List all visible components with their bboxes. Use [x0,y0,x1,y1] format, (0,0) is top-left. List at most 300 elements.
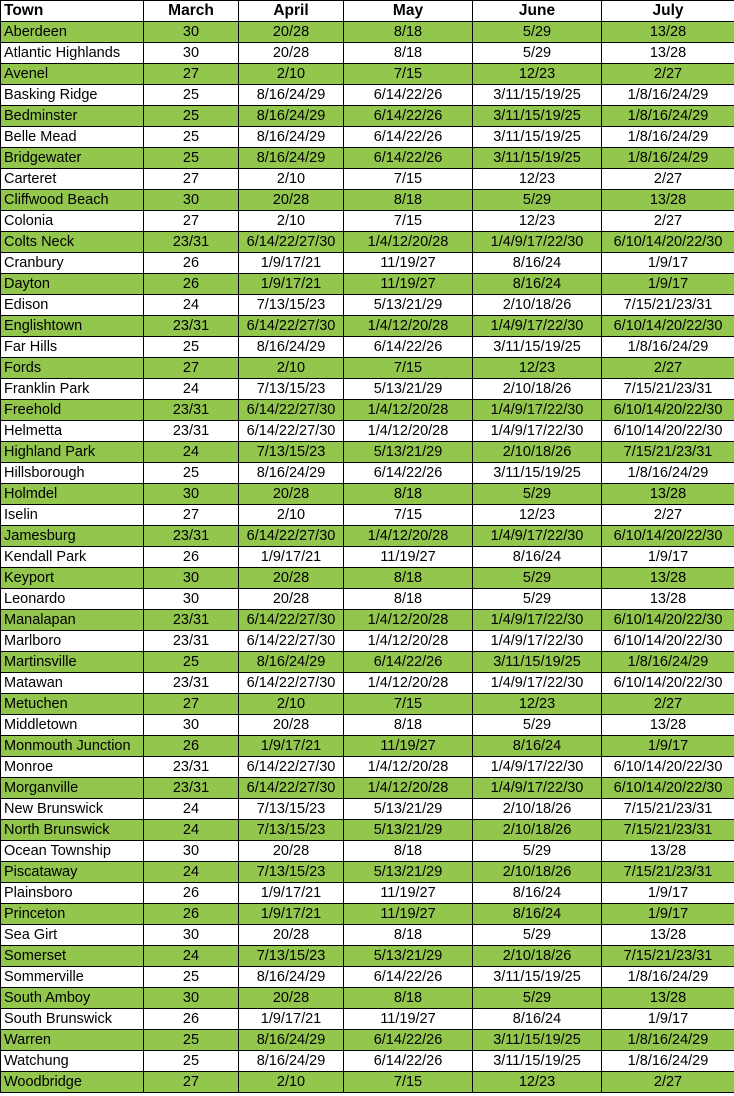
may-cell: 6/14/22/26 [344,337,473,358]
may-cell: 8/18 [344,190,473,211]
may-cell: 1/4/12/20/28 [344,316,473,337]
march-cell: 26 [144,904,239,925]
town-cell: Iselin [1,505,144,526]
june-cell: 1/4/9/17/22/30 [473,316,602,337]
town-cell: Fords [1,358,144,379]
town-cell: Woodbridge [1,1072,144,1093]
july-cell: 7/15/21/23/31 [602,295,734,316]
table-row [1,358,734,379]
april-cell: 2/10 [239,64,344,85]
may-cell: 7/15 [344,694,473,715]
table-row [1,862,734,883]
table-row [1,1072,734,1093]
table-row [1,673,734,694]
column-header-july: July [602,1,734,22]
march-cell: 23/31 [144,526,239,547]
june-cell: 3/11/15/19/25 [473,967,602,988]
june-cell: 1/4/9/17/22/30 [473,757,602,778]
june-cell: 12/23 [473,211,602,232]
july-cell: 1/8/16/24/29 [602,463,734,484]
june-cell: 8/16/24 [473,1009,602,1030]
march-cell: 27 [144,169,239,190]
march-cell: 30 [144,589,239,610]
may-cell: 1/4/12/20/28 [344,757,473,778]
april-cell: 1/9/17/21 [239,904,344,925]
june-cell: 1/4/9/17/22/30 [473,400,602,421]
table-row [1,211,734,232]
march-cell: 26 [144,736,239,757]
april-cell: 6/14/22/27/30 [239,757,344,778]
june-cell: 5/29 [473,589,602,610]
table-row [1,127,734,148]
may-cell: 11/19/27 [344,253,473,274]
july-cell: 13/28 [602,43,734,64]
april-cell: 8/16/24/29 [239,106,344,127]
july-cell: 1/8/16/24/29 [602,148,734,169]
april-cell: 8/16/24/29 [239,337,344,358]
april-cell: 7/13/15/23 [239,946,344,967]
june-cell: 12/23 [473,1072,602,1093]
march-cell: 30 [144,841,239,862]
march-cell: 24 [144,379,239,400]
june-cell: 3/11/15/19/25 [473,85,602,106]
july-cell: 7/15/21/23/31 [602,799,734,820]
april-cell: 6/14/22/27/30 [239,778,344,799]
july-cell: 13/28 [602,589,734,610]
may-cell: 11/19/27 [344,904,473,925]
town-cell: Plainsboro [1,883,144,904]
july-cell: 2/27 [602,169,734,190]
march-cell: 23/31 [144,778,239,799]
july-cell: 2/27 [602,1072,734,1093]
town-cell: Franklin Park [1,379,144,400]
june-cell: 3/11/15/19/25 [473,148,602,169]
july-cell: 13/28 [602,568,734,589]
town-cell: Cliffwood Beach [1,190,144,211]
march-cell: 23/31 [144,316,239,337]
town-cell: Helmetta [1,421,144,442]
may-cell: 1/4/12/20/28 [344,400,473,421]
april-cell: 7/13/15/23 [239,799,344,820]
march-cell: 30 [144,988,239,1009]
july-cell: 13/28 [602,925,734,946]
may-cell: 11/19/27 [344,547,473,568]
table-row [1,316,734,337]
june-cell: 8/16/24 [473,736,602,757]
july-cell: 1/9/17 [602,904,734,925]
table-row [1,379,734,400]
town-cell: North Brunswick [1,820,144,841]
july-cell: 6/10/14/20/22/30 [602,316,734,337]
march-cell: 27 [144,505,239,526]
june-cell: 1/4/9/17/22/30 [473,778,602,799]
town-cell: Marlboro [1,631,144,652]
town-cell: Belle Mead [1,127,144,148]
town-cell: South Amboy [1,988,144,1009]
april-cell: 6/14/22/27/30 [239,400,344,421]
july-cell: 2/27 [602,505,734,526]
april-cell: 8/16/24/29 [239,967,344,988]
june-cell: 2/10/18/26 [473,295,602,316]
town-cell: Somerset [1,946,144,967]
april-cell: 6/14/22/27/30 [239,316,344,337]
july-cell: 13/28 [602,715,734,736]
table-row [1,568,734,589]
may-cell: 1/4/12/20/28 [344,232,473,253]
march-cell: 25 [144,1030,239,1051]
march-cell: 26 [144,274,239,295]
june-cell: 3/11/15/19/25 [473,106,602,127]
april-cell: 20/28 [239,589,344,610]
may-cell: 6/14/22/26 [344,127,473,148]
april-cell: 8/16/24/29 [239,148,344,169]
march-cell: 30 [144,715,239,736]
july-cell: 1/8/16/24/29 [602,1030,734,1051]
april-cell: 2/10 [239,211,344,232]
april-cell: 6/14/22/27/30 [239,673,344,694]
july-cell: 13/28 [602,988,734,1009]
july-cell: 13/28 [602,484,734,505]
table-row [1,526,734,547]
town-cell: Keyport [1,568,144,589]
june-cell: 5/29 [473,190,602,211]
march-cell: 27 [144,694,239,715]
july-cell: 1/9/17 [602,547,734,568]
march-cell: 26 [144,1009,239,1030]
town-cell: Atlantic Highlands [1,43,144,64]
july-cell: 1/8/16/24/29 [602,967,734,988]
town-cell: Martinsville [1,652,144,673]
march-cell: 27 [144,1072,239,1093]
april-cell: 20/28 [239,715,344,736]
july-cell: 7/15/21/23/31 [602,442,734,463]
june-cell: 12/23 [473,64,602,85]
may-cell: 6/14/22/26 [344,967,473,988]
town-cell: Morganville [1,778,144,799]
june-cell: 2/10/18/26 [473,442,602,463]
town-cell: Bridgewater [1,148,144,169]
june-cell: 1/4/9/17/22/30 [473,673,602,694]
table-row [1,64,734,85]
may-cell: 1/4/12/20/28 [344,610,473,631]
march-cell: 24 [144,799,239,820]
july-cell: 6/10/14/20/22/30 [602,400,734,421]
july-cell: 1/8/16/24/29 [602,85,734,106]
may-cell: 7/15 [344,169,473,190]
july-cell: 13/28 [602,841,734,862]
july-cell: 1/9/17 [602,253,734,274]
march-cell: 24 [144,946,239,967]
table-row [1,337,734,358]
may-cell: 5/13/21/29 [344,946,473,967]
town-cell: Matawan [1,673,144,694]
town-cell: Freehold [1,400,144,421]
july-cell: 1/9/17 [602,274,734,295]
march-cell: 27 [144,64,239,85]
june-cell: 5/29 [473,484,602,505]
may-cell: 7/15 [344,505,473,526]
town-cell: Leonardo [1,589,144,610]
table-row [1,1051,734,1072]
table-row [1,736,734,757]
april-cell: 2/10 [239,694,344,715]
town-cell: Colonia [1,211,144,232]
town-cell: New Brunswick [1,799,144,820]
march-cell: 26 [144,883,239,904]
july-cell: 1/8/16/24/29 [602,337,734,358]
table-row [1,988,734,1009]
table-row [1,547,734,568]
table-row [1,295,734,316]
may-cell: 8/18 [344,841,473,862]
july-cell: 6/10/14/20/22/30 [602,631,734,652]
march-cell: 30 [144,22,239,43]
march-cell: 25 [144,148,239,169]
town-cell: Dayton [1,274,144,295]
town-cell: Jamesburg [1,526,144,547]
march-cell: 25 [144,106,239,127]
table-body [1,22,734,1093]
july-cell: 1/8/16/24/29 [602,127,734,148]
march-cell: 30 [144,484,239,505]
table-row [1,169,734,190]
town-cell: Colts Neck [1,232,144,253]
july-cell: 13/28 [602,190,734,211]
may-cell: 6/14/22/26 [344,148,473,169]
march-cell: 23/31 [144,421,239,442]
may-cell: 7/15 [344,1072,473,1093]
table-row [1,1030,734,1051]
may-cell: 7/15 [344,64,473,85]
may-cell: 8/18 [344,43,473,64]
town-cell: Cranbury [1,253,144,274]
june-cell: 12/23 [473,694,602,715]
table-row [1,232,734,253]
june-cell: 2/10/18/26 [473,379,602,400]
table-row [1,946,734,967]
town-cell: Englishtown [1,316,144,337]
table-row [1,589,734,610]
may-cell: 5/13/21/29 [344,379,473,400]
april-cell: 1/9/17/21 [239,736,344,757]
june-cell: 3/11/15/19/25 [473,337,602,358]
town-cell: Kendall Park [1,547,144,568]
march-cell: 25 [144,1051,239,1072]
table-row [1,505,734,526]
march-cell: 24 [144,295,239,316]
june-cell: 2/10/18/26 [473,862,602,883]
april-cell: 1/9/17/21 [239,274,344,295]
may-cell: 6/14/22/26 [344,652,473,673]
march-cell: 24 [144,862,239,883]
march-cell: 25 [144,967,239,988]
may-cell: 1/4/12/20/28 [344,778,473,799]
july-cell: 1/8/16/24/29 [602,106,734,127]
table-row [1,757,734,778]
may-cell: 8/18 [344,925,473,946]
june-cell: 3/11/15/19/25 [473,652,602,673]
table-row [1,421,734,442]
may-cell: 7/15 [344,211,473,232]
april-cell: 6/14/22/27/30 [239,232,344,253]
june-cell: 1/4/9/17/22/30 [473,631,602,652]
may-cell: 1/4/12/20/28 [344,673,473,694]
june-cell: 8/16/24 [473,883,602,904]
april-cell: 1/9/17/21 [239,253,344,274]
june-cell: 8/16/24 [473,547,602,568]
april-cell: 7/13/15/23 [239,820,344,841]
table-row [1,778,734,799]
may-cell: 5/13/21/29 [344,862,473,883]
town-cell: Manalapan [1,610,144,631]
header-row [1,1,734,22]
june-cell: 3/11/15/19/25 [473,127,602,148]
july-cell: 1/8/16/24/29 [602,652,734,673]
march-cell: 26 [144,253,239,274]
july-cell: 6/10/14/20/22/30 [602,526,734,547]
table-row [1,652,734,673]
may-cell: 5/13/21/29 [344,799,473,820]
march-cell: 24 [144,442,239,463]
march-cell: 27 [144,211,239,232]
june-cell: 8/16/24 [473,253,602,274]
table-row [1,631,734,652]
april-cell: 20/28 [239,988,344,1009]
town-cell: Aberdeen [1,22,144,43]
july-cell: 6/10/14/20/22/30 [602,757,734,778]
table-row [1,694,734,715]
town-cell: Sea Girt [1,925,144,946]
april-cell: 1/9/17/21 [239,547,344,568]
column-header-town: Town [1,1,144,22]
june-cell: 5/29 [473,988,602,1009]
march-cell: 30 [144,568,239,589]
column-header-march: March [144,1,239,22]
table-row [1,904,734,925]
table-row [1,190,734,211]
july-cell: 6/10/14/20/22/30 [602,610,734,631]
april-cell: 20/28 [239,841,344,862]
june-cell: 1/4/9/17/22/30 [473,610,602,631]
may-cell: 8/18 [344,568,473,589]
april-cell: 20/28 [239,568,344,589]
march-cell: 30 [144,925,239,946]
may-cell: 11/19/27 [344,274,473,295]
april-cell: 20/28 [239,190,344,211]
table-row [1,484,734,505]
may-cell: 11/19/27 [344,736,473,757]
town-cell: Basking Ridge [1,85,144,106]
town-cell: Monmouth Junction [1,736,144,757]
town-cell: Bedminster [1,106,144,127]
column-header-may: May [344,1,473,22]
town-cell: Monroe [1,757,144,778]
may-cell: 11/19/27 [344,883,473,904]
may-cell: 5/13/21/29 [344,820,473,841]
may-cell: 8/18 [344,22,473,43]
june-cell: 12/23 [473,169,602,190]
may-cell: 8/18 [344,715,473,736]
june-cell: 1/4/9/17/22/30 [473,526,602,547]
column-header-june: June [473,1,602,22]
may-cell: 5/13/21/29 [344,442,473,463]
table-row [1,841,734,862]
july-cell: 1/9/17 [602,736,734,757]
april-cell: 8/16/24/29 [239,1030,344,1051]
march-cell: 23/31 [144,232,239,253]
july-cell: 1/8/16/24/29 [602,1051,734,1072]
table-row [1,85,734,106]
may-cell: 7/15 [344,358,473,379]
town-cell: Warren [1,1030,144,1051]
july-cell: 7/15/21/23/31 [602,820,734,841]
june-cell: 12/23 [473,358,602,379]
june-cell: 5/29 [473,841,602,862]
july-cell: 6/10/14/20/22/30 [602,421,734,442]
july-cell: 6/10/14/20/22/30 [602,778,734,799]
table-row [1,463,734,484]
july-cell: 7/15/21/23/31 [602,946,734,967]
table-row [1,22,734,43]
table-row [1,967,734,988]
june-cell: 8/16/24 [473,904,602,925]
june-cell: 3/11/15/19/25 [473,1051,602,1072]
table-row [1,274,734,295]
june-cell: 8/16/24 [473,274,602,295]
may-cell: 8/18 [344,484,473,505]
june-cell: 5/29 [473,568,602,589]
april-cell: 6/14/22/27/30 [239,421,344,442]
july-cell: 2/27 [602,694,734,715]
april-cell: 2/10 [239,169,344,190]
march-cell: 24 [144,820,239,841]
april-cell: 1/9/17/21 [239,883,344,904]
june-cell: 3/11/15/19/25 [473,1030,602,1051]
april-cell: 7/13/15/23 [239,442,344,463]
april-cell: 1/9/17/21 [239,1009,344,1030]
town-cell: Middletown [1,715,144,736]
table-row [1,1009,734,1030]
april-cell: 6/14/22/27/30 [239,631,344,652]
table-row [1,253,734,274]
april-cell: 7/13/15/23 [239,295,344,316]
may-cell: 6/14/22/26 [344,1051,473,1072]
june-cell: 5/29 [473,925,602,946]
june-cell: 2/10/18/26 [473,946,602,967]
april-cell: 8/16/24/29 [239,1051,344,1072]
march-cell: 30 [144,43,239,64]
april-cell: 7/13/15/23 [239,379,344,400]
july-cell: 6/10/14/20/22/30 [602,673,734,694]
table-row [1,925,734,946]
table-row [1,883,734,904]
july-cell: 2/27 [602,358,734,379]
table-row [1,106,734,127]
march-cell: 23/31 [144,673,239,694]
march-cell: 23/31 [144,400,239,421]
march-cell: 26 [144,547,239,568]
march-cell: 25 [144,85,239,106]
may-cell: 5/13/21/29 [344,295,473,316]
table-row [1,400,734,421]
april-cell: 20/28 [239,22,344,43]
april-cell: 6/14/22/27/30 [239,526,344,547]
may-cell: 1/4/12/20/28 [344,526,473,547]
town-cell: Piscataway [1,862,144,883]
april-cell: 20/28 [239,43,344,64]
july-cell: 7/15/21/23/31 [602,862,734,883]
june-cell: 5/29 [473,715,602,736]
